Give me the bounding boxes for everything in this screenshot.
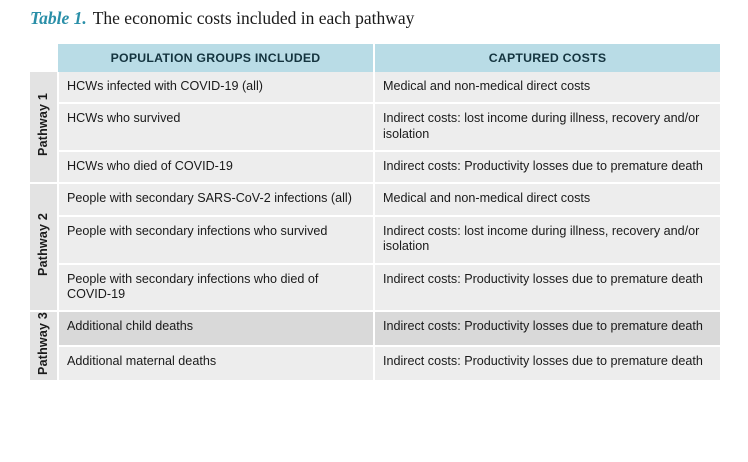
table-row xyxy=(30,311,720,346)
table-body xyxy=(30,72,720,380)
table-caption xyxy=(30,8,414,29)
cell-population: HCWs infected with COVID-19 (all) xyxy=(58,72,374,103)
group-label-pathway-1 xyxy=(30,72,58,183)
cell-costs: Indirect costs: Productivity losses due to premature death xyxy=(374,311,720,346)
cell-population: HCWs who survived xyxy=(58,103,374,151)
table-row xyxy=(30,264,720,312)
cell-population: People with secondary infections who died of COVID-19 xyxy=(58,264,374,312)
cell-population: Additional child deaths xyxy=(58,311,374,346)
cell-costs: Indirect costs: lost income during illness, recovery and/or isolation xyxy=(374,103,720,151)
cell-costs: Medical and non-medical direct costs xyxy=(374,72,720,103)
group-label-pathway-3 xyxy=(30,311,58,380)
cell-population: HCWs who died of COVID-19 xyxy=(58,151,374,183)
caption-text: The economic costs included in each pathway xyxy=(92,8,415,28)
cell-population: Additional maternal deaths xyxy=(58,346,374,380)
table-container xyxy=(30,44,720,380)
cell-costs: Indirect costs: Productivity losses due to premature death xyxy=(374,264,720,312)
table-row xyxy=(30,72,720,103)
economic-costs-table xyxy=(30,44,720,380)
header-row xyxy=(30,44,720,72)
header-captured-costs: CAPTURED COSTS xyxy=(374,44,720,72)
table-row xyxy=(30,346,720,380)
group-label-text: Pathway 2 xyxy=(36,213,51,277)
header-side-blank xyxy=(30,44,58,72)
cell-costs: Indirect costs: lost income during illness, recovery and/or isolation xyxy=(374,216,720,264)
group-label-text: Pathway 1 xyxy=(36,93,51,157)
header-population-groups: POPULATION GROUPS INCLUDED xyxy=(58,44,374,72)
table-header xyxy=(30,44,720,72)
table-row xyxy=(30,103,720,151)
cell-costs: Medical and non-medical direct costs xyxy=(374,183,720,215)
group-label-text: Pathway 3 xyxy=(36,312,51,376)
cell-population: People with secondary SARS-CoV-2 infections (all) xyxy=(58,183,374,215)
cell-population: People with secondary infections who survived xyxy=(58,216,374,264)
caption-label: Table 1. xyxy=(30,8,87,28)
cell-costs: Indirect costs: Productivity losses due to premature death xyxy=(374,346,720,380)
table-row xyxy=(30,151,720,183)
table-row xyxy=(30,216,720,264)
cell-costs: Indirect costs: Productivity losses due to premature death xyxy=(374,151,720,183)
table-row xyxy=(30,183,720,215)
group-label-pathway-2 xyxy=(30,183,58,311)
